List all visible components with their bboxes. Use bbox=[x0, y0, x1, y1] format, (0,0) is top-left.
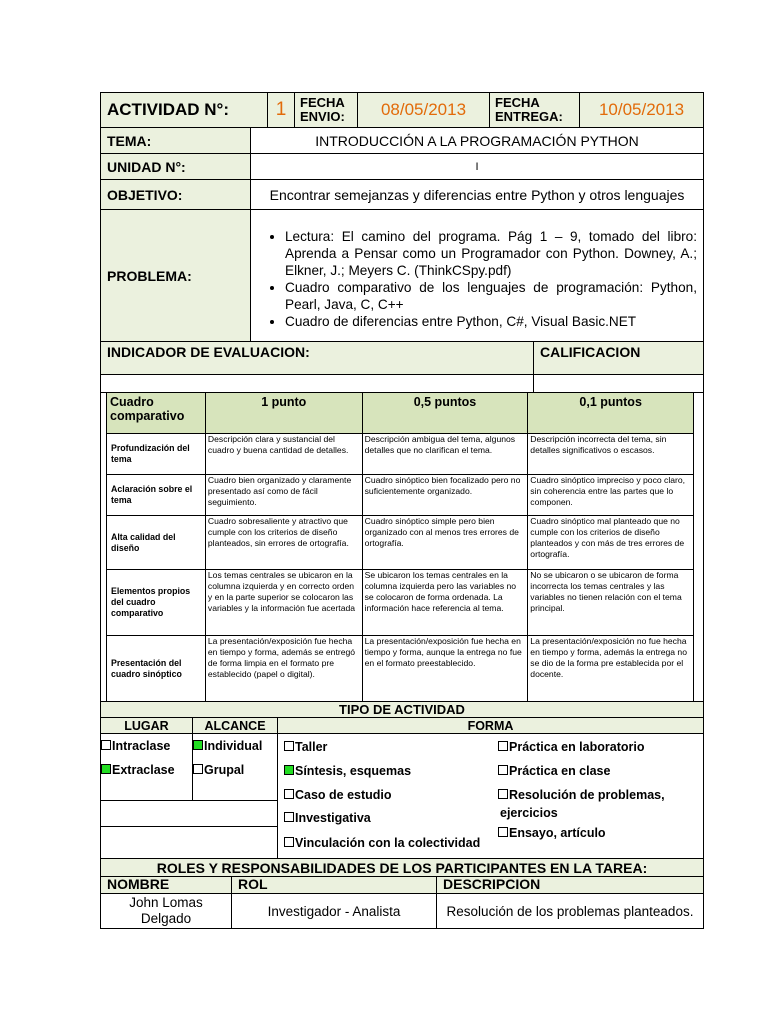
col-nombre-header: NOMBRE bbox=[100, 876, 232, 894]
rubric-header-05: 0,5 puntos bbox=[362, 393, 528, 434]
list-item: • Cuadro comparativo de los lenguajes de programación: Python, Pearl, Java, C, C++ bbox=[285, 279, 697, 313]
rubric-header-01: 0,1 puntos bbox=[528, 393, 694, 434]
list-item: • Cuadro de diferencias entre Python, C#, Visual Basic.NET bbox=[285, 313, 697, 330]
fecha-entrega-label: FECHA ENTREGA: bbox=[489, 92, 580, 128]
rubric-cell: Cuadro sobresaliente y atractivo que cumple con los criterios de diseño planteados, sin errores de ortografía. bbox=[205, 516, 362, 570]
option-practica-clase[interactable] bbox=[498, 764, 610, 778]
table-row bbox=[107, 475, 694, 516]
option-label: Síntesis, esquemas bbox=[295, 764, 412, 778]
table-row bbox=[107, 516, 694, 570]
option-label: Individual bbox=[204, 739, 263, 753]
table-row bbox=[107, 636, 694, 702]
empty-cell bbox=[100, 826, 278, 859]
option-caso-estudio[interactable] bbox=[284, 788, 392, 802]
forma-header: FORMA bbox=[277, 717, 704, 734]
tema-value: INTRODUCCIÓN A LA PROGRAMACIÓN PYTHON bbox=[250, 127, 704, 154]
role-nombre: John Lomas Delgado bbox=[100, 893, 232, 929]
fecha-entrega-value: 10/05/2013 bbox=[579, 92, 704, 128]
rubric-cell: Cuadro sinóptico bien focalizado pero no suficientemente organizado. bbox=[362, 475, 528, 516]
option-label: Intraclase bbox=[112, 739, 171, 753]
option-label: ejercicios bbox=[500, 806, 558, 820]
role-descripcion: Resolución de los problemas planteados. bbox=[436, 893, 704, 929]
option-ejercicios-continuation bbox=[500, 806, 558, 820]
table-row bbox=[107, 570, 694, 636]
checkbox-icon[interactable] bbox=[498, 765, 508, 775]
option-extraclase[interactable] bbox=[101, 763, 175, 777]
checkbox-icon[interactable] bbox=[284, 837, 294, 847]
unidad-value: I bbox=[250, 153, 704, 180]
checkbox-icon[interactable] bbox=[498, 741, 508, 751]
tema-label: TEMA: bbox=[100, 127, 251, 154]
checkbox-icon[interactable] bbox=[498, 827, 508, 837]
indicador-label: INDICADOR DE EVALUACION: bbox=[100, 341, 534, 375]
rubric-cell: La presentación/exposición fue hecha en tiempo y forma, aunque la entrega no fue en el formato preestablecido. bbox=[362, 636, 528, 702]
option-label: Taller bbox=[295, 740, 328, 754]
indicador-empty bbox=[100, 374, 534, 393]
rubric-cell: No se ubicaron o se ubicaron de forma incorrecta los temas centrales y las variables no tienen relación con el tema principal. bbox=[528, 570, 694, 636]
lugar-header: LUGAR bbox=[100, 717, 193, 734]
checkbox-checked-icon[interactable] bbox=[101, 764, 111, 774]
calificacion-empty bbox=[533, 374, 704, 393]
option-intraclase[interactable] bbox=[101, 739, 170, 753]
table-row bbox=[107, 434, 694, 475]
option-label: Caso de estudio bbox=[295, 788, 392, 802]
objetivo-label: OBJETIVO: bbox=[100, 179, 251, 210]
option-label: Práctica en clase bbox=[509, 764, 611, 778]
checkbox-checked-icon[interactable] bbox=[193, 740, 203, 750]
rubric-table bbox=[106, 392, 694, 702]
tipo-actividad-title: TIPO DE ACTIVIDAD bbox=[100, 701, 704, 718]
checkbox-icon[interactable] bbox=[498, 789, 508, 799]
option-investigativa[interactable] bbox=[284, 811, 371, 825]
rubric-cell: Descripción clara y sustancial del cuadro y buena cantidad de detalles. bbox=[205, 434, 362, 475]
rubric-cell: Cuadro sinóptico impreciso y poco claro, sin coherencia entre las partes que lo componen. bbox=[528, 475, 694, 516]
option-label: Investigativa bbox=[295, 811, 371, 825]
calificacion-label: CALIFICACION bbox=[533, 341, 704, 375]
rubric-cell: Descripción ambigua del tema, algunos detalles que no clarifican el tema. bbox=[362, 434, 528, 475]
rubric-header-row bbox=[107, 393, 694, 434]
rubric-criterion: Alta calidad del diseño bbox=[107, 516, 206, 570]
problema-list bbox=[257, 228, 697, 330]
objetivo-value: Encontrar semejanzas y diferencias entre Python y otros lenguajes bbox=[250, 179, 704, 210]
problema-label: PROBLEMA: bbox=[100, 209, 251, 342]
actividad-label: ACTIVIDAD N°: bbox=[100, 92, 268, 128]
fecha-envio-label: FECHA ENVIO: bbox=[294, 92, 358, 128]
option-sintesis[interactable] bbox=[284, 764, 411, 778]
checkbox-icon[interactable] bbox=[284, 741, 294, 751]
rubric-cell: Cuadro sinóptico simple pero bien organizado con al menos tres errores de ortografía. bbox=[362, 516, 528, 570]
option-vinculacion[interactable] bbox=[284, 836, 480, 850]
option-label: Grupal bbox=[204, 763, 245, 777]
rubric-header-criterio: Cuadro comparativo bbox=[107, 393, 206, 434]
option-grupal[interactable] bbox=[193, 763, 244, 777]
col-rol-header: ROL bbox=[231, 876, 437, 894]
option-resolucion-problemas[interactable] bbox=[498, 788, 665, 802]
col-descripcion-header: DESCRIPCION bbox=[436, 876, 704, 894]
actividad-number: 1 bbox=[267, 92, 295, 128]
rubric-cell: Los temas centrales se ubicaron en la columna izquierda y en correcto orden y en la parte superior se colocaron las variables y la información fue acertada bbox=[205, 570, 362, 636]
option-ensayo[interactable] bbox=[498, 826, 606, 840]
rubric-header-1: 1 punto bbox=[205, 393, 362, 434]
fecha-envio-value: 08/05/2013 bbox=[357, 92, 490, 128]
option-label: Resolución de problemas, bbox=[509, 788, 665, 802]
rubric-cell: Cuadro bien organizado y claramente presentado así como de fácil seguimiento. bbox=[205, 475, 362, 516]
checkbox-icon[interactable] bbox=[284, 789, 294, 799]
option-label: Extraclase bbox=[112, 763, 175, 777]
rubric-cell: Descripción incorrecta del tema, sin detalles significativos o escasos. bbox=[528, 434, 694, 475]
option-label: Práctica en laboratorio bbox=[509, 740, 645, 754]
checkbox-checked-icon[interactable] bbox=[284, 765, 294, 775]
roles-title: ROLES Y RESPONSABILIDADES DE LOS PARTICIPANTES EN LA TAREA: bbox=[100, 858, 704, 877]
checkbox-icon[interactable] bbox=[193, 764, 203, 774]
rubric-criterion: Profundización del tema bbox=[107, 434, 206, 475]
list-item: • Lectura: El camino del programa. Pág 1 – 9, tomado del libro: Aprenda a Pensar como un Programador con Python. Downey, A.; Elkner, J.; Meyers C. (ThinkCSpy.pdf) bbox=[285, 228, 697, 279]
unidad-label: UNIDAD N°: bbox=[100, 153, 251, 180]
rubric-criterion: Presentación del cuadro sinóptico bbox=[107, 636, 206, 702]
checkbox-icon[interactable] bbox=[284, 812, 294, 822]
option-label: Vinculación con la colectividad bbox=[295, 836, 481, 850]
option-label: Ensayo, artículo bbox=[509, 826, 606, 840]
option-individual[interactable] bbox=[193, 739, 262, 753]
role-rol: Investigador - Analista bbox=[231, 893, 437, 929]
option-practica-laboratorio[interactable] bbox=[498, 740, 644, 754]
option-taller[interactable] bbox=[284, 740, 327, 754]
alcance-header: ALCANCE bbox=[192, 717, 278, 734]
rubric-criterion: Aclaración sobre el tema bbox=[107, 475, 206, 516]
checkbox-icon[interactable] bbox=[101, 740, 111, 750]
rubric-cell: Se ubicaron los temas centrales en la columna izquierda pero las variables no se colocaron de forma ordenada. La información hace referencia al tema. bbox=[362, 570, 528, 636]
rubric-cell: La presentación/exposición no fue hecha en tiempo y forma, además la entrega no se dio de la forma pre establecida por el docente. bbox=[528, 636, 694, 702]
rubric-criterion: Elementos propios del cuadro comparativo bbox=[107, 570, 206, 636]
rubric-cell: La presentación/exposición fue hecha en tiempo y forma, además se entregó de forma limpia en el formato pre establecido (papel o digital). bbox=[205, 636, 362, 702]
empty-cell bbox=[100, 800, 278, 827]
problema-content bbox=[250, 209, 704, 342]
rubric-cell: Cuadro sinóptico mal planteado que no cumple con los criterios de diseño planteados y con más de tres errores de ortografía. bbox=[528, 516, 694, 570]
